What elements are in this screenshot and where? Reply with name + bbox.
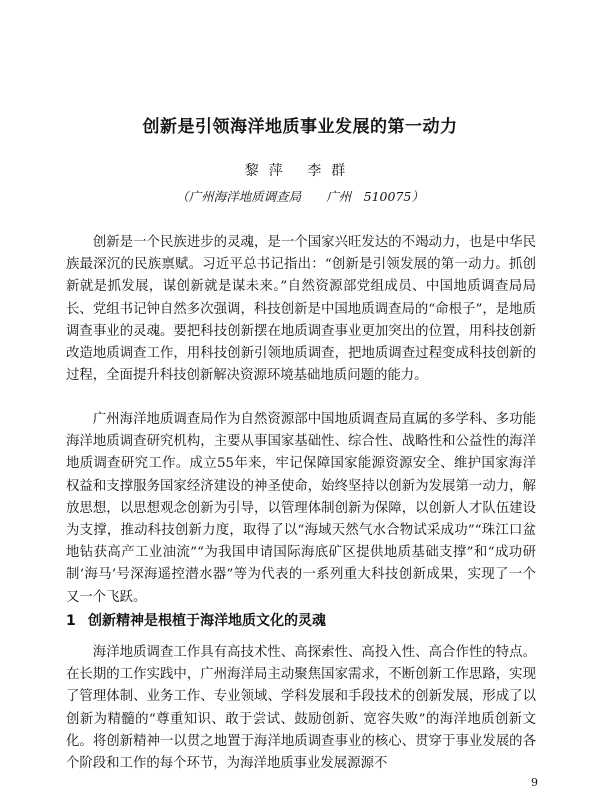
- section-number: 1: [66, 613, 76, 629]
- body-paragraph-2: [66, 409, 536, 609]
- paragraph-text: 创新是一个民族进步的灵魂，是一个国家兴旺发达的不竭动力，也是中华民族最深沉的民族禀赋。习近平总书记指出：“创新是引领发展的第一动力。抓创新就是抓发展，谋创新就是谋未来。”自然资源部党组成员、中国地质调查局局长、党组书记钟自然多次强调，科技创新是中国地质调查局的“命根子”，是地质调查事业的灵魂。要把科技创新摆在地质调查事业更加突出的位置，用科技创新改造地质调查工作，用科技创新引领地质调查，把地质调查过程变成科技创新的过程，全面提升科技创新解决资源环境基础地质问题的能力。: [66, 235, 536, 384]
- page-number: 9: [531, 776, 538, 789]
- section-heading: [66, 610, 326, 630]
- author-names: 黎萍 李群: [244, 163, 356, 179]
- section-title: 创新精神是根植于海洋地质文化的灵魂: [88, 613, 326, 629]
- body-paragraph-1: [66, 232, 536, 387]
- author-affiliation: （广州海洋地质调查局 广州 510075）: [176, 189, 424, 204]
- paper-title: 创新是引领海洋地质事业发展的第一动力: [142, 117, 458, 137]
- body-paragraph-3: [66, 642, 536, 775]
- paragraph-text: 海洋地质调查工作具有高技术性、高探索性、高投入性、高合作性的特点。在长期的工作实践中，广州海洋局主动聚焦国家需求，不断创新工作思路，实现了管理体制、业务工作、专业领域、学科发展和手段技术的创新发展，形成了以创新为精髓的“尊重知识、敢于尝试、鼓励创新、宽容失败”的海洋地质创新文化。将创新精神一以贯之地置于海洋地质调查事业的核心、贯穿于事业发展的各个阶段和工作的每个环节，为海洋地质事业发展源源不: [66, 645, 536, 772]
- paragraph-text: 广州海洋地质调查局作为自然资源部中国地质调查局直属的多学科、多功能海洋地质调查研究机构，主要从事国家基础性、综合性、战略性和公益性的海洋地质调查研究工作。成立55年来，牢记保障国家能源资源安全、维护国家海洋权益和支撑服务国家经济建设的神圣使命，始终坚持以创新为发展第一动力，解放思想，以思想观念创新为引导，以管理体制创新为保障，以创新人才队伍建设为支撑，推动科技创新力度，取得了以“海域天然气水合物试采成功”“珠江口盆地钻获高产工业油流”“为我国申请国际海底矿区提供地质基础支撑”和“成功研制‘海马’号深海遥控潜水器”等为代表的一系列重大科技创新成果，实现了一个又一个飞跃。: [66, 412, 536, 605]
